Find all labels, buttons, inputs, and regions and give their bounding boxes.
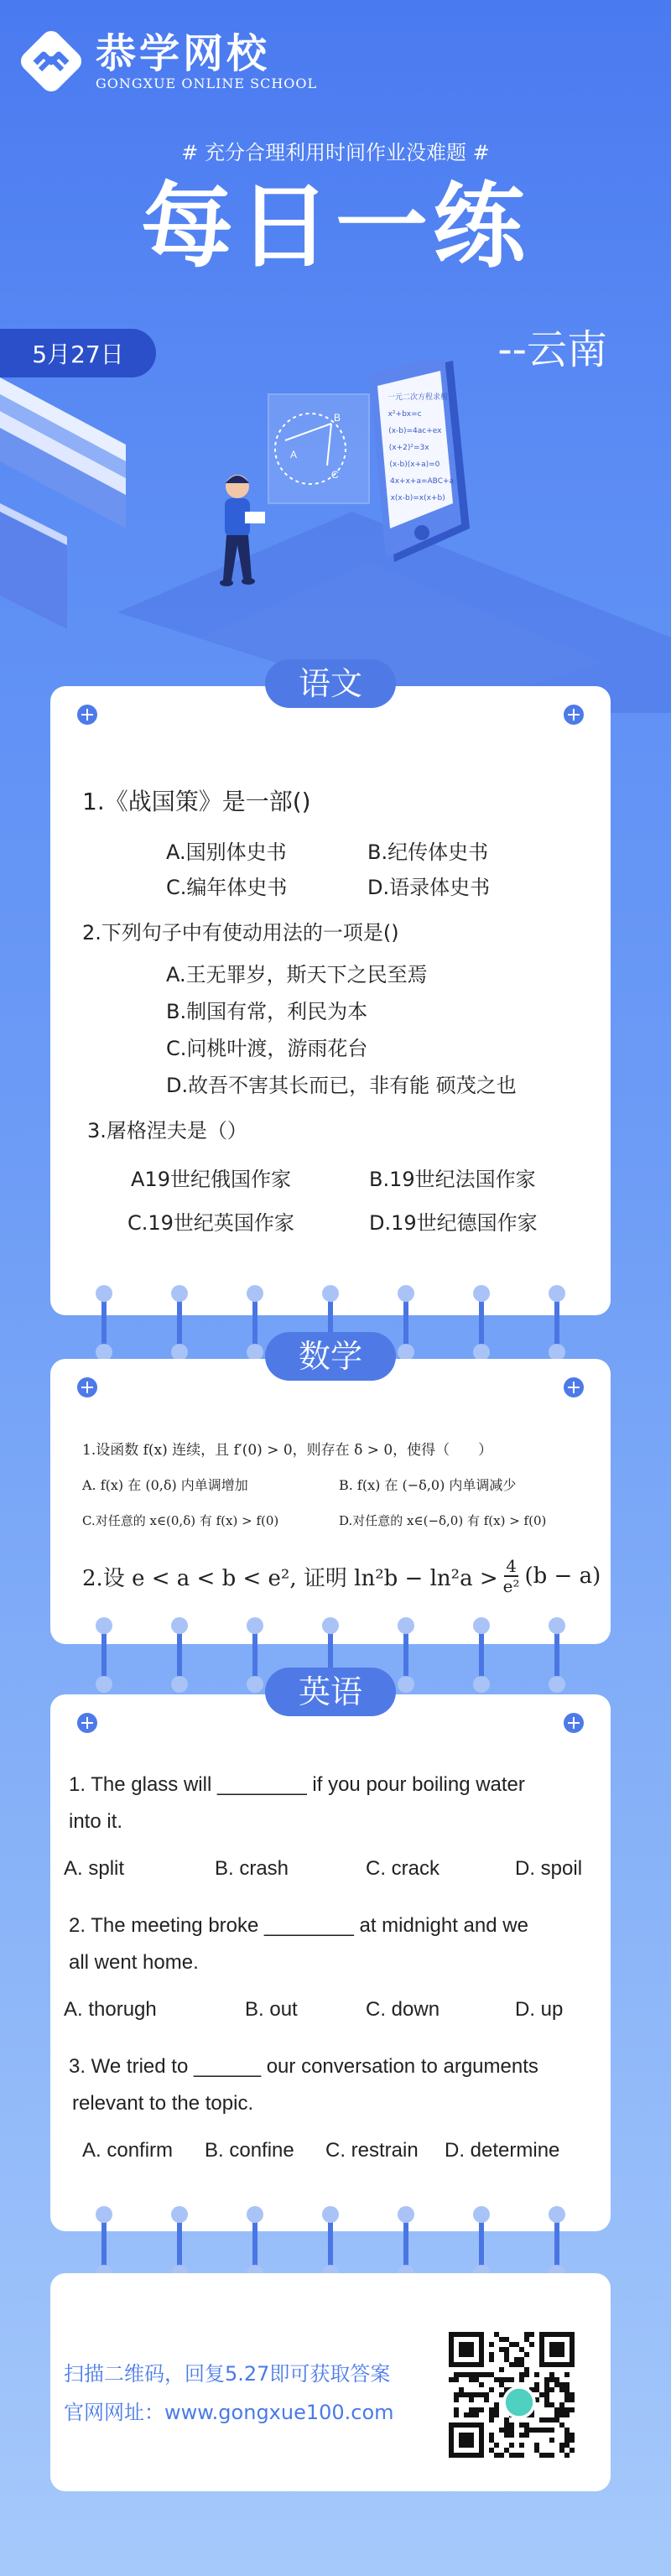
pin-icon: [564, 1713, 584, 1733]
english-q3-option-d[interactable]: D. determine: [445, 2139, 560, 2162]
chinese-q3-option-a[interactable]: A19世纪俄国作家: [131, 1168, 291, 1191]
subject-label-math: 数学: [265, 1332, 396, 1381]
ring-top: [398, 2206, 414, 2223]
binder-ring: [171, 2206, 188, 2282]
pin-icon: [564, 705, 584, 725]
ring-top: [549, 2206, 565, 2223]
ring-top: [473, 1617, 490, 1634]
qr-code[interactable]: [449, 2332, 575, 2458]
chinese-header: [50, 659, 611, 708]
math-q1-option-b[interactable]: B. f(x) 在 (−δ,0) 内单调减少: [339, 1477, 517, 1493]
english-card: [50, 1673, 611, 2231]
english-q3-option-a[interactable]: A. confirm: [82, 2139, 174, 2162]
english-q1-option-b[interactable]: B. crash: [215, 1857, 289, 1880]
chinese-card: [50, 665, 611, 1315]
math-header: [50, 1332, 611, 1381]
english-q2-option-a[interactable]: A. thorugh: [64, 1998, 157, 2021]
footer-card: [50, 2273, 611, 2491]
math-q2-denominator: e²: [502, 1576, 520, 1596]
chinese-q3-stem: 3.屠格涅夫是（）: [87, 1119, 247, 1142]
geometry-board: [268, 394, 369, 503]
brand-text: [96, 29, 318, 91]
ring-top: [398, 1285, 414, 1302]
english-q2-line1: 2. The meeting broke ________ at midnight and we: [69, 1914, 528, 1937]
brand-logo-icon: [15, 25, 87, 97]
phone-screen-line: x²+bx=c: [388, 410, 422, 419]
chinese-q1-option-b[interactable]: B.纪传体史书: [367, 840, 489, 864]
brand-name-en: GONGXUE ONLINE SCHOOL: [96, 75, 318, 91]
ring-top: [473, 2206, 490, 2223]
ring-top: [247, 1285, 263, 1302]
books-stack-left: [0, 377, 126, 629]
chinese-q2-option-d[interactable]: D.故吾不害其长而已，非有能 硕茂之也: [166, 1074, 517, 1097]
subject-label-english: 英语: [265, 1668, 396, 1716]
english-q2-option-d[interactable]: D. up: [515, 1998, 564, 2021]
pin-icon: [564, 1377, 584, 1397]
binder-rings: [50, 2206, 611, 2282]
binder-ring: [247, 2206, 263, 2282]
math-q2-numerator: 4: [506, 1556, 517, 1576]
math-q1-option-d[interactable]: D.对任意的 x∈(−δ,0) 有 f(x) > f(0): [339, 1513, 547, 1528]
phone-illustration: [369, 361, 470, 562]
brand-name-cn: 恭学网校: [96, 29, 271, 77]
subject-label-chinese: 语文: [265, 659, 396, 708]
math-q2-lead: 2.设 e < a < b < e², 证明 ln²b − ln²a >: [82, 1565, 498, 1591]
chinese-q3-option-c[interactable]: C.19世纪英国作家: [127, 1211, 294, 1235]
ring-top: [96, 1617, 112, 1634]
english-q2-line2: all went home.: [69, 1951, 199, 1974]
phone-screen-line: (x-b)=4ac+ex: [388, 427, 442, 435]
pin-icon: [77, 1377, 97, 1397]
chinese-q3-option-d[interactable]: D.19世纪德国作家: [369, 1211, 538, 1235]
phone-screen-line: (x+2)²=3x: [388, 444, 429, 452]
brand-logo[interactable]: [15, 25, 317, 97]
ring-top: [398, 1617, 414, 1634]
region-label: --云南: [497, 326, 607, 373]
math-card: [50, 1338, 611, 1644]
tagline: # 充分合理利用时间作业没难题 #: [181, 141, 490, 164]
ring-top: [473, 1285, 490, 1302]
english-q1-line2: into it.: [69, 1810, 123, 1833]
footer-website[interactable]: 官网网址：www.gongxue100.com: [64, 2401, 394, 2424]
math-q2: [82, 1557, 601, 1595]
ring-top: [247, 1617, 263, 1634]
english-q1-option-d[interactable]: D. spoil: [515, 1857, 583, 1880]
english-q2-option-b[interactable]: B. out: [245, 1998, 298, 2021]
binder-ring: [549, 2206, 565, 2282]
chinese-q2-option-b[interactable]: B.制国有常，利民为本: [166, 1000, 368, 1023]
chinese-q1-option-a[interactable]: A.国别体史书: [166, 840, 287, 864]
binder-ring: [322, 2206, 339, 2282]
chinese-q2-option-c[interactable]: C.问桃叶渡，游雨花台: [166, 1037, 368, 1060]
phone-screen-line: (x-b)(x+a)=0: [389, 461, 440, 469]
date-badge: 5月27日: [0, 329, 156, 377]
phone-screen-line: 一元二次方程求根: [388, 393, 449, 402]
pin-icon: [77, 705, 97, 725]
chinese-q1-option-d[interactable]: D.语录体史书: [367, 876, 491, 899]
chinese-q2-stem: 2.下列句子中有使动用法的一项是(): [82, 921, 399, 945]
chinese-q1-stem: 1.《战国策》是一部(): [82, 788, 311, 815]
chinese-q1-option-c[interactable]: C.编年体史书: [166, 876, 288, 899]
chinese-q3-option-b[interactable]: B.19世纪法国作家: [369, 1168, 536, 1191]
math-q2-tail: (b − a): [524, 1564, 601, 1589]
english-q3-option-c[interactable]: C. restrain: [325, 2139, 419, 2162]
ring-top: [171, 2206, 188, 2223]
page-title: 每日一练: [141, 173, 530, 280]
math-q1-option-c[interactable]: C.对任意的 x∈(0,δ) 有 f(x) > f(0): [82, 1513, 279, 1528]
binder-ring: [96, 2206, 112, 2282]
math-q1-stem: 1.设函数 f(x) 连续，且 f′(0) > 0，则存在 δ > 0，使得（ ）: [82, 1442, 493, 1459]
math-q1-option-a[interactable]: A. f(x) 在 (0,δ) 内单调增加: [82, 1477, 248, 1493]
phone-screen-line: x(x-b)=x(x+b): [390, 494, 445, 502]
ring-top: [96, 2206, 112, 2223]
english-q1-option-a[interactable]: A. split: [64, 1857, 125, 1880]
english-q3-line2: relevant to the topic.: [72, 2092, 254, 2115]
ring-top: [171, 1617, 188, 1634]
ring-top: [171, 1285, 188, 1302]
ring-top: [96, 1285, 112, 1302]
english-q2-option-c[interactable]: C. down: [366, 1998, 440, 2021]
english-q1-option-c[interactable]: C. crack: [366, 1857, 440, 1880]
svg-text:C: C: [331, 469, 339, 481]
english-header: [50, 1668, 611, 1716]
svg-text:A: A: [290, 449, 298, 461]
phone-screen-line: 4x+x+a=ABC+a: [390, 477, 455, 486]
footer-cta: 扫描二维码，回复5.27即可获取答案: [64, 2362, 391, 2386]
ring-top: [322, 1617, 339, 1634]
pin-icon: [77, 1713, 97, 1733]
math-q2-fraction: [503, 1557, 520, 1595]
ring-top: [322, 2206, 339, 2223]
binder-ring: [473, 2206, 490, 2282]
ring-top: [549, 1285, 565, 1302]
svg-text:B: B: [334, 412, 341, 424]
ring-top: [247, 2206, 263, 2223]
ring-top: [322, 1285, 339, 1302]
binder-ring: [398, 2206, 414, 2282]
chinese-q2-option-a[interactable]: A.王无罪岁，斯天下之民至焉: [166, 963, 428, 986]
english-q3-option-b[interactable]: B. confine: [205, 2139, 294, 2162]
english-q1-line1: 1. The glass will ________ if you pour boiling water: [69, 1773, 525, 1796]
ring-top: [549, 1617, 565, 1634]
english-q3-line1: 3. We tried to ______ our conversation to arguments: [69, 2055, 538, 2078]
